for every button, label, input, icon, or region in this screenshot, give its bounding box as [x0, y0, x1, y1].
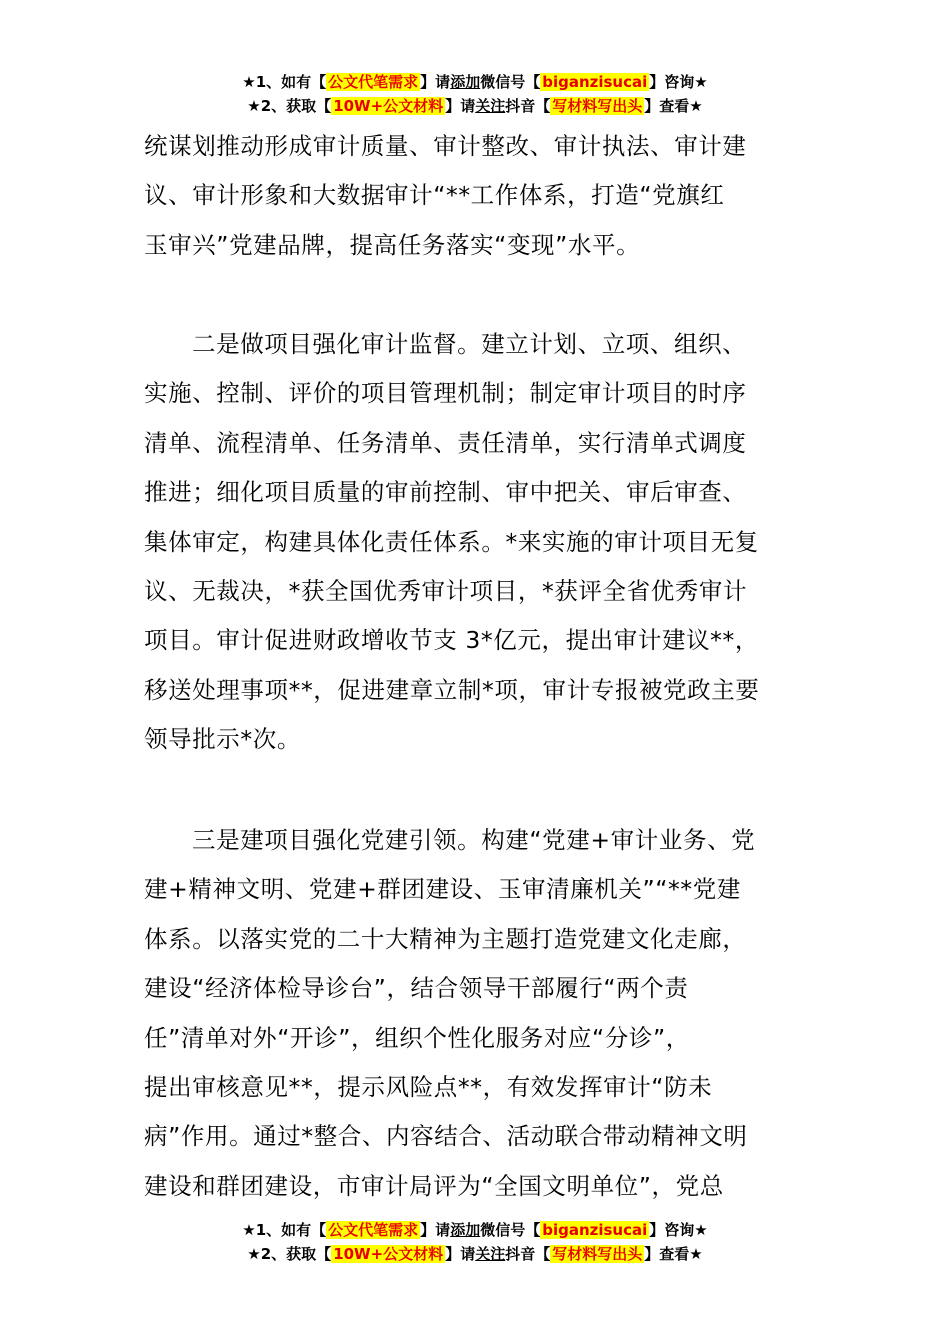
banner-text: ★2、获取【 [247, 97, 332, 115]
text-line: 议、审计形象和大数据审计“**工作体系，打造“党旗红 [144, 181, 725, 210]
banner-highlight: biganzisucai [542, 73, 648, 91]
banner-underline: 添加 [450, 73, 481, 91]
text-line: 移送处理事项**，促进建章立制*项，审计专报被党政主要 [144, 675, 760, 704]
text-line: 二是做项目强化审计监督。建立计划、立项、组织、 [192, 330, 747, 358]
banner-text: 抖音【 [505, 97, 551, 115]
paragraph-2 [144, 320, 808, 765]
text-line: 三是建项目强化党建引领。构建“党建+审计业务、党 [192, 826, 756, 854]
banner-highlight: 公文代笔需求 [328, 1221, 419, 1239]
text-line: 实施、控制、评价的项目管理机制；制定审计项目的时序 [144, 379, 747, 408]
banner-text: 】查看★ [644, 1245, 703, 1263]
banner-highlight: 公文代笔需求 [328, 73, 419, 91]
text-line: 任”清单对外“开诊”，组织个性化服务对应“分诊”， [144, 1023, 690, 1052]
banner-line-2 [0, 1242, 950, 1266]
banner-text: 】请 [445, 1245, 476, 1263]
banner-text: ★1、如有【 [242, 73, 327, 91]
banner-text: 】请 [420, 73, 451, 91]
text-line: 集体审定，构建具体化责任体系。*来实施的审计项目无复 [144, 527, 759, 556]
banner-highlight: 写材料写出头 [552, 97, 643, 115]
text-line: 玉审兴”党建品牌，提高任务落实“变现”水平。 [144, 230, 641, 259]
banner-highlight: 10W+公文材料 [333, 1245, 444, 1263]
text-line: 建设“经济体检导诊台”，结合领导干部履行“两个责 [144, 974, 689, 1003]
banner-text: ★2、获取【 [247, 1245, 332, 1263]
paragraph-3 [144, 816, 808, 1211]
text-line: 建+精神文明、党建+群团建设、玉审清廉机关”“**党建 [144, 875, 741, 904]
banner-highlight: 10W+公文材料 [333, 97, 444, 115]
banner-text: 】查看★ [644, 97, 703, 115]
text-line: 项目。审计促进财政增收节支 3*亿元，提出审计建议**， [144, 626, 759, 655]
banner-line-2 [0, 94, 950, 118]
banner-text: 】咨询★ [649, 73, 708, 91]
text-line: 统谋划推动形成审计质量、审计整改、审计执法、审计建 [144, 132, 747, 160]
banner-text: 】咨询★ [649, 1221, 708, 1239]
banner-text: 微信号【 [480, 1221, 541, 1239]
banner-underline: 关注 [475, 97, 506, 115]
banner-text: 抖音【 [505, 1245, 551, 1263]
text-line: 领导批示*次。 [144, 725, 301, 754]
banner-line-1 [0, 1218, 950, 1242]
banner-highlight: biganzisucai [542, 1221, 648, 1239]
banner-highlight: 写材料写出头 [552, 1245, 643, 1263]
text-line: 病”作用。通过*整合、内容结合、活动联合带动精神文明 [144, 1122, 748, 1151]
footer-banner [0, 1218, 950, 1266]
text-line: 提出审核意见**，提示风险点**，有效发挥审计“防未 [144, 1073, 713, 1102]
banner-text: ★1、如有【 [242, 1221, 327, 1239]
text-line: 议、无裁决，*获全国优秀审计项目，*获评全省优秀审计 [144, 577, 748, 606]
banner-underline: 关注 [475, 1245, 506, 1263]
banner-line-1 [0, 70, 950, 94]
banner-text: 】请 [420, 1221, 451, 1239]
banner-text: 微信号【 [480, 73, 541, 91]
paragraph-1 [144, 122, 808, 270]
header-banner [0, 70, 950, 118]
banner-text: 】请 [445, 97, 476, 115]
text-line: 推进；细化项目质量的审前控制、审中把关、审后审查、 [144, 478, 747, 507]
banner-underline: 添加 [450, 1221, 481, 1239]
text-line: 建设和群团建设，市审计局评为“全国文明单位”，党总 [144, 1171, 724, 1200]
text-line: 清单、流程清单、任务清单、责任清单，实行清单式调度 [144, 428, 747, 457]
text-line: 体系。以落实党的二十大精神为主题打造党建文化走廊， [144, 924, 747, 953]
